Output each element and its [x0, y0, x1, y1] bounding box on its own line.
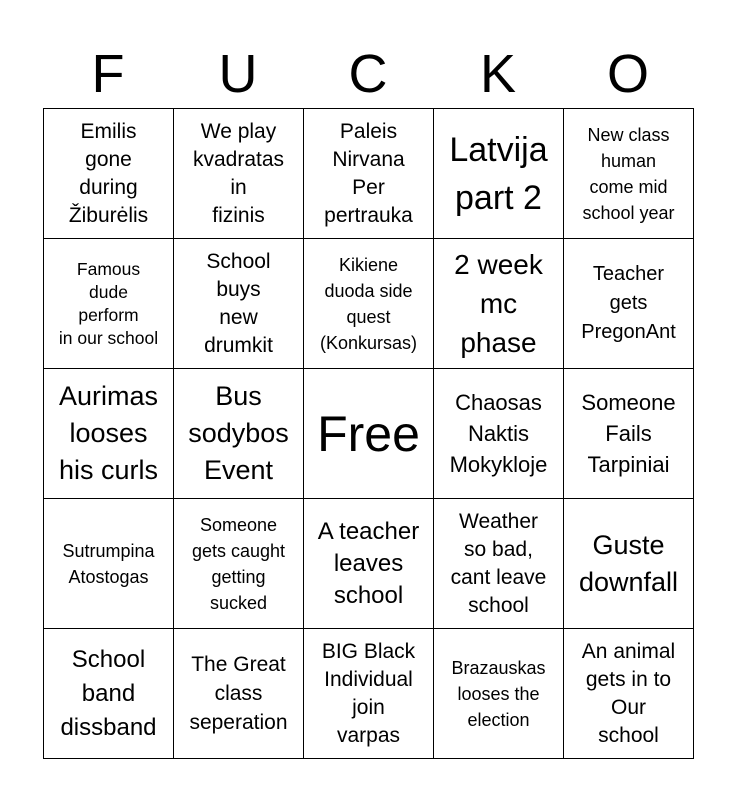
- cell-text: Famous dude perform in our school: [58, 258, 159, 348]
- cell-text: New class human come mid school year: [582, 124, 675, 223]
- free-space-text: Free: [317, 405, 420, 462]
- grid-row: [44, 239, 694, 369]
- bingo-cell[interactable]: [304, 109, 434, 239]
- cell-text: Someone gets caught getting sucked: [191, 514, 286, 613]
- bingo-cell[interactable]: [304, 239, 434, 369]
- cell-text: Guste downfall: [578, 529, 679, 597]
- header-letter-k: K: [479, 44, 517, 104]
- header-letter-o: O: [606, 44, 649, 104]
- grid-row: [44, 109, 694, 239]
- bingo-cell[interactable]: [44, 109, 174, 239]
- header-letter-f: F: [91, 44, 125, 104]
- cell-text: Emilis gone during Žiburėlis: [68, 119, 149, 227]
- cell-text: 2 week mc phase: [454, 249, 543, 358]
- bingo-cell[interactable]: [564, 499, 694, 629]
- bingo-cell-free[interactable]: [304, 369, 434, 499]
- bingo-cell[interactable]: [174, 629, 304, 759]
- cell-text: Weather so bad, cant leave school: [450, 509, 547, 617]
- cell-text: Sutrumpina Atostogas: [62, 540, 155, 587]
- cell-text: School buys new drumkit: [204, 249, 273, 357]
- bingo-cell[interactable]: [44, 239, 174, 369]
- bingo-cell[interactable]: [174, 109, 304, 239]
- cell-text: A teacher leaves school: [317, 517, 420, 609]
- bingo-cell[interactable]: [564, 239, 694, 369]
- grid-row: [44, 629, 694, 759]
- bingo-header: [43, 40, 693, 108]
- cell-text: Chaosas Naktis Mokykloje: [449, 390, 548, 477]
- bingo-cell[interactable]: [304, 499, 434, 629]
- cell-text: Latvija part 2: [449, 130, 548, 217]
- bingo-cell[interactable]: [304, 629, 434, 759]
- bingo-cell[interactable]: [174, 239, 304, 369]
- grid-row: [44, 499, 694, 629]
- header-letter-u: U: [218, 44, 258, 104]
- cell-text: Brazauskas looses the election: [451, 657, 546, 730]
- cell-text: The Great class seperation: [189, 653, 288, 734]
- bingo-cell[interactable]: [44, 499, 174, 629]
- bingo-cell[interactable]: [44, 369, 174, 499]
- bingo-cell[interactable]: [44, 629, 174, 759]
- bingo-cell[interactable]: [564, 369, 694, 499]
- cell-text: An animal gets in to Our school: [581, 639, 676, 747]
- cell-text: Paleis Nirvana Per pertrauka: [324, 119, 413, 227]
- bingo-cell[interactable]: [434, 499, 564, 629]
- bingo-cell[interactable]: [564, 629, 694, 759]
- header-letter-c: C: [348, 44, 388, 104]
- cell-text: School band dissband: [60, 645, 157, 741]
- cell-text: BIG Black Individual join varpas: [321, 639, 416, 747]
- bingo-cell[interactable]: [434, 109, 564, 239]
- cell-text: We play kvadratas in fizinis: [192, 119, 285, 227]
- cell-text: Someone Fails Tarpiniai: [581, 390, 676, 477]
- cell-text: Kikiene duoda side quest (Konkursas): [319, 254, 418, 353]
- bingo-cell[interactable]: [434, 369, 564, 499]
- bingo-cell[interactable]: [434, 629, 564, 759]
- bingo-cell[interactable]: [174, 499, 304, 629]
- bingo-grid: [43, 108, 694, 759]
- cell-text: Bus sodybos Event: [188, 381, 289, 485]
- cell-text: Teacher gets PregonAnt: [581, 263, 676, 343]
- bingo-cell[interactable]: [174, 369, 304, 499]
- bingo-cell[interactable]: [564, 109, 694, 239]
- bingo-cell[interactable]: [434, 239, 564, 369]
- grid-row: [44, 369, 694, 499]
- cell-text: Aurimas looses his curls: [58, 381, 159, 485]
